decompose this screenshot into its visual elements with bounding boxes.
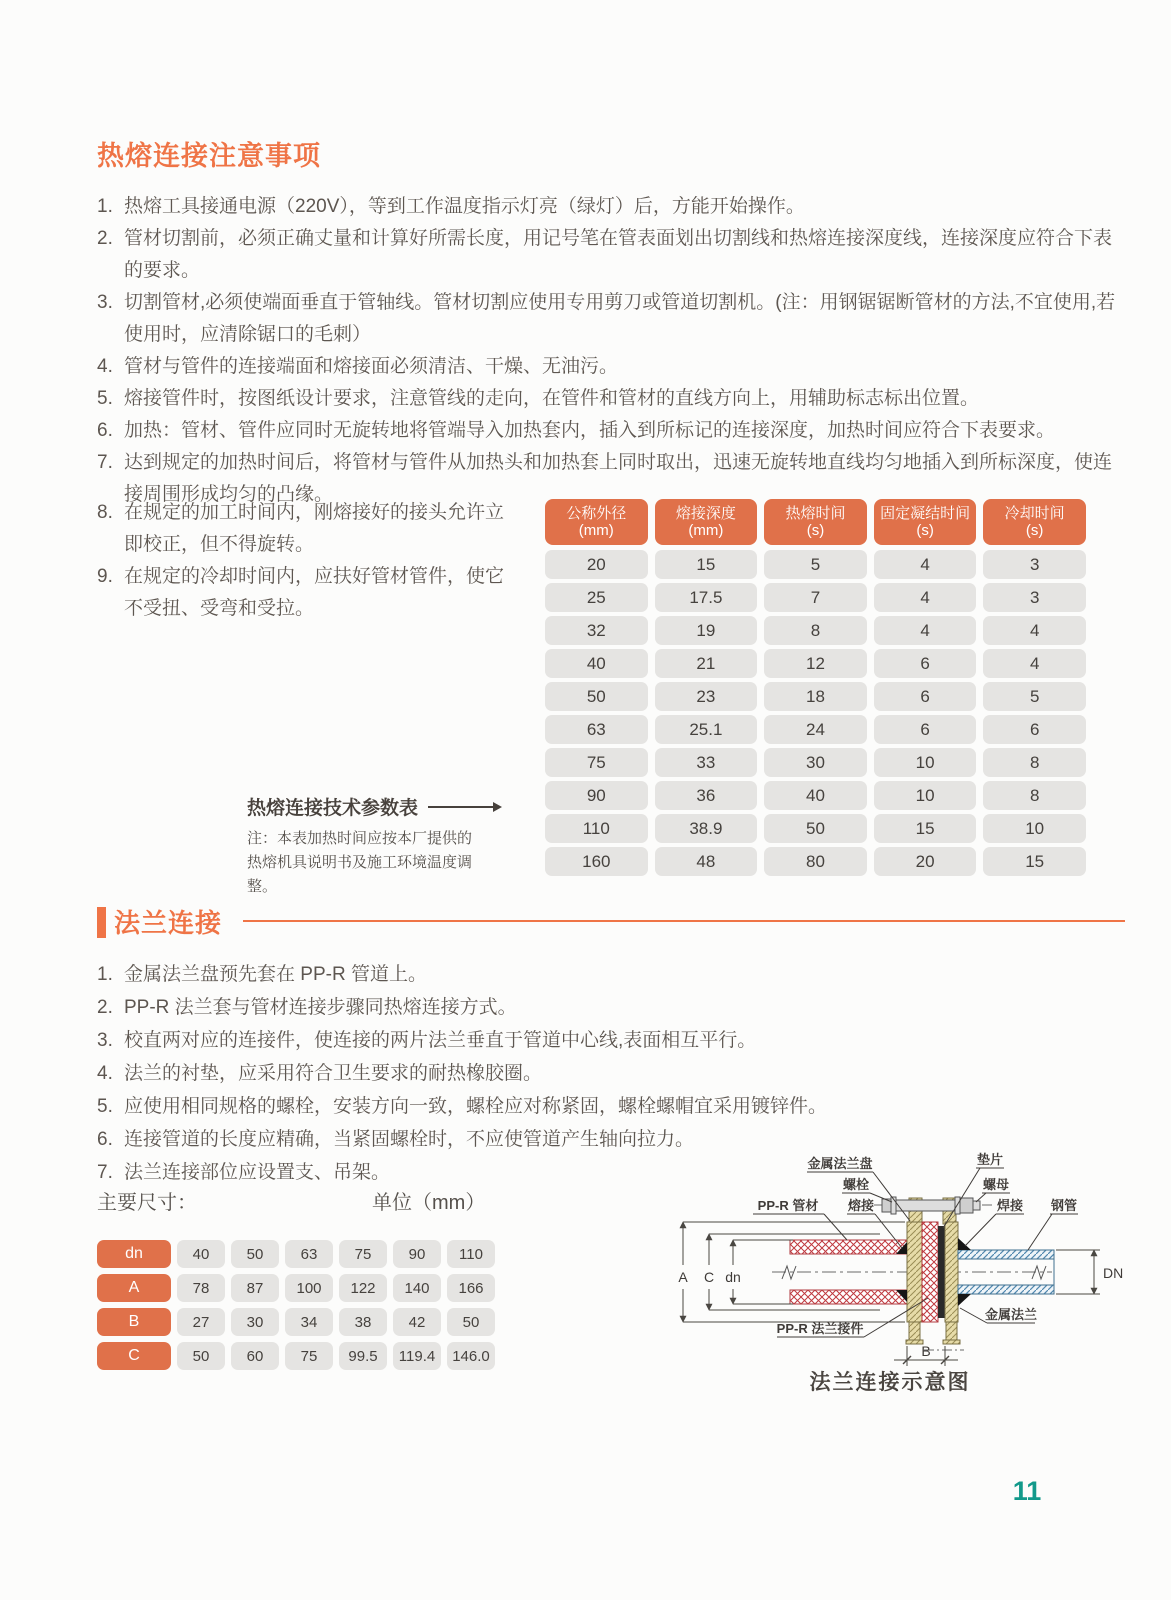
dims-cell: 60: [231, 1342, 279, 1370]
steel-weld-bead-top: [958, 1238, 971, 1250]
dims-cell: 40: [177, 1240, 225, 1268]
table-row: [545, 814, 1086, 843]
list-item-number: 3.: [97, 1030, 113, 1051]
table-cell: 40: [764, 781, 867, 810]
list-item-number: 5.: [97, 1096, 113, 1117]
bolt-washer-right: [955, 1197, 960, 1214]
section-divider-line: [243, 920, 1125, 922]
section-title-flange: 法兰连接: [114, 908, 223, 938]
dim-c-label: C: [703, 1269, 715, 1285]
diagram-caption: 法兰连接示意图: [809, 1371, 971, 1394]
list-item-text: 应使用相同规格的螺栓，安装方向一致，螺栓应对称紧固，螺栓螺帽宜采用镀锌件。: [124, 1096, 828, 1117]
list-item: [97, 1090, 1129, 1123]
table-cell: 12: [764, 649, 867, 678]
table-cell: 15: [874, 814, 977, 843]
param-table-label: [247, 793, 497, 820]
metal-flange-ring-right: [945, 1222, 958, 1322]
table-cell: 4: [874, 583, 977, 612]
table-row: [545, 616, 1086, 645]
list-item-number: 2.: [97, 228, 113, 249]
dims-row-header: C: [97, 1342, 171, 1370]
list-item: [97, 1024, 1129, 1057]
list-item-text: 热熔工具接通电源（220V），等到工作温度指示灯亮（绿灯）后，方能开始操作。: [124, 196, 805, 217]
list-item-number: 3.: [97, 292, 113, 313]
flange-leg-right: [946, 1322, 957, 1340]
table-cell: 15: [983, 847, 1086, 876]
list-item: [97, 991, 1129, 1024]
table-cell: 8: [983, 781, 1086, 810]
fusion-weld-label: 熔接: [847, 1198, 875, 1213]
pipe-break-mark-right: [1032, 1266, 1046, 1279]
flange-diagram-svg: [640, 1122, 1140, 1368]
table-cell: 24: [764, 715, 867, 744]
table-cell: 10: [874, 781, 977, 810]
list-item: [97, 383, 1129, 415]
list-item-text: 管材与管件的连接端面和熔接面必须清洁、干燥、无油污。: [124, 356, 619, 377]
list-item-text: 切割管材,必须使端面垂直于管轴线。管材切割应使用专用剪刀或管道切割机。(注：用钢锯锯断管材的方法,不宜使用,若使用时，应清除锯口的毛刺）: [124, 292, 1116, 345]
table-header-cell: 热熔时间 (s): [764, 499, 867, 545]
table-cell: 18: [764, 682, 867, 711]
param-table-note: 注：本表加热时间应按本厂提供的热熔机具说明书及施工环境温度调整。: [247, 830, 473, 895]
table-cell: 5: [983, 682, 1086, 711]
ppr-pipe-leader: [824, 1214, 847, 1240]
list-item-text: 管材切割前，必须正确丈量和计算好所需长度，用记号笔在管表面划出切割线和热熔连接深度线，连接深度应符合下表的要求。: [124, 228, 1113, 281]
dims-table: [97, 1240, 495, 1376]
pipe-break-mark-left: [782, 1266, 796, 1279]
table-cell: 20: [874, 847, 977, 876]
list-item-text: 熔接管件时，按图纸设计要求，注意管线的走向，在管件和管材的直线方向上，用辅助标志标出位置。: [124, 388, 980, 409]
list-item-number: 2.: [97, 997, 113, 1018]
list-item-text: 加热：管材、管件应同时无旋转地将管端导入加热套内，插入到所标记的连接深度，加热时间应符合下表要求。: [124, 420, 1056, 441]
table-cell: 8: [983, 748, 1086, 777]
nut-label: 螺母: [982, 1177, 1010, 1192]
section-title-hot-melt: 热熔连接注意事项: [97, 141, 321, 171]
table-row: [545, 583, 1086, 612]
table-cell: 19: [655, 616, 758, 645]
list-item: [97, 958, 1129, 991]
metal-flange-label: 金属法兰: [984, 1307, 1038, 1322]
dims-cell: 42: [393, 1308, 441, 1336]
dim-a-label: A: [678, 1269, 688, 1285]
dims-cell: 100: [285, 1274, 333, 1302]
list-item: [97, 351, 1129, 383]
table-header-cell: 固定凝结时间 (s): [874, 499, 977, 545]
weld-label: 焊接: [996, 1198, 1024, 1213]
table-row: [545, 715, 1086, 744]
bolt-label: 螺栓: [842, 1177, 870, 1192]
dims-table-row: [97, 1342, 495, 1370]
dim-DN-label: DN: [1103, 1265, 1124, 1281]
table-cell: 63: [545, 715, 648, 744]
param-table-body: [545, 550, 1086, 876]
ppr-pipe-label: PP-R 管材: [757, 1198, 819, 1213]
dims-cell: 78: [177, 1274, 225, 1302]
dims-cell: 99.5: [339, 1342, 387, 1370]
dims-cell: 75: [285, 1342, 333, 1370]
list-item: [97, 191, 1129, 223]
table-cell: 4: [874, 616, 977, 645]
gasket-shape: [938, 1226, 945, 1318]
list-item: [97, 1057, 1129, 1090]
dim-dn-label: dn: [725, 1269, 741, 1285]
table-cell: 5: [764, 550, 867, 579]
table-cell: 160: [545, 847, 648, 876]
list-item-number: 9.: [97, 566, 113, 587]
dims-table-row: [97, 1240, 495, 1268]
dims-cell: 50: [447, 1308, 495, 1336]
list-item-number: 5.: [97, 388, 113, 409]
list-item-text: 在规定的冷却时间内，应扶好管材管件，使它不受扭、受弯和受拉。: [124, 566, 505, 619]
steel-pipe-leader: [1028, 1214, 1052, 1250]
unit-label: 单位（mm）: [372, 1192, 486, 1214]
dims-table-row: [97, 1274, 495, 1302]
table-cell: 6: [874, 682, 977, 711]
dims-cell: 119.4: [393, 1342, 441, 1370]
table-cell: 20: [545, 550, 648, 579]
dim-b-label: B: [921, 1343, 931, 1359]
list-item: [97, 287, 1129, 351]
metal-flange-ring-left: [907, 1222, 922, 1322]
dims-cell: 63: [285, 1240, 333, 1268]
table-cell: 30: [764, 748, 867, 777]
list-item: [97, 497, 521, 561]
steel-weld-bead-bottom: [958, 1294, 971, 1306]
gasket-label: 垫片: [976, 1152, 1004, 1167]
table-cell: 3: [983, 583, 1086, 612]
nut-leader: [976, 1193, 986, 1202]
table-cell: 80: [764, 847, 867, 876]
list-item-number: 4.: [97, 1063, 113, 1084]
table-cell: 6: [874, 649, 977, 678]
table-cell: 3: [983, 550, 1086, 579]
table-cell: 110: [545, 814, 648, 843]
bolt-end-stub: [973, 1201, 980, 1210]
steel-pipe-label: 钢管: [1050, 1198, 1078, 1213]
metal-flange-leader: [960, 1308, 987, 1323]
table-cell: 4: [983, 649, 1086, 678]
list-item-number: 7.: [97, 1162, 113, 1183]
table-header-cell: 熔接深度 (mm): [655, 499, 758, 545]
dims-cell: 34: [285, 1308, 333, 1336]
list-item-number: 1.: [97, 964, 113, 985]
list-item-number: 6.: [97, 420, 113, 441]
dims-row-header: B: [97, 1308, 171, 1336]
table-cell: 75: [545, 748, 648, 777]
table-cell: 7: [764, 583, 867, 612]
page-number: 11: [1012, 1476, 1042, 1506]
param-table-label-text: 热熔连接技术参数表: [247, 798, 419, 819]
list-item-number: 8.: [97, 502, 113, 523]
dims-cell: 75: [339, 1240, 387, 1268]
flange-diagram: [640, 1122, 1140, 1368]
dims-cell: 50: [231, 1240, 279, 1268]
dims-cell: 50: [177, 1342, 225, 1370]
list-item-text: PP-R 法兰套与管材连接步骤同热熔连接方式。: [124, 997, 517, 1018]
right-arrow-icon: [428, 806, 494, 808]
dims-row-header: A: [97, 1274, 171, 1302]
bolt-shaft: [896, 1200, 958, 1211]
table-cell: 6: [983, 715, 1086, 744]
table-cell: 23: [655, 682, 758, 711]
ppr-flange-collar: [922, 1222, 938, 1322]
dims-cell: 38: [339, 1308, 387, 1336]
list-item-text: 连接管道的长度应精确，当紧固螺栓时，不应使管道产生轴向拉力。: [124, 1129, 695, 1150]
table-cell: 50: [764, 814, 867, 843]
table-cell: 17.5: [655, 583, 758, 612]
table-cell: 38.9: [655, 814, 758, 843]
dims-cell: 166: [447, 1274, 495, 1302]
table-cell: 32: [545, 616, 648, 645]
list-item: [97, 561, 521, 625]
table-header-cell: 冷却时间 (s): [983, 499, 1086, 545]
list-item-number: 6.: [97, 1129, 113, 1150]
flange-foot-right: [943, 1340, 960, 1344]
list-item-text: 在规定的加工时间内，刚熔接好的接头允许立即校正，但不得旋转。: [124, 502, 505, 555]
dims-row-header: dn: [97, 1240, 171, 1268]
list-item: [97, 415, 1129, 447]
table-cell: 33: [655, 748, 758, 777]
dims-table-row: [97, 1308, 495, 1336]
dims-cell: 122: [339, 1274, 387, 1302]
list-item-text: 达到规定的加热时间后，将管材与管件从加热头和加热套上同时取出，迅速无旋转地直线均匀地插入到所标深度，使连接周围形成均匀的凸缘。: [124, 452, 1113, 505]
table-cell: 40: [545, 649, 648, 678]
param-table-note-block: [247, 793, 497, 899]
table-cell: 4: [874, 550, 977, 579]
table-row: [545, 847, 1086, 876]
weld-leader: [965, 1214, 996, 1246]
hot-melt-list-main: [97, 191, 1129, 511]
table-cell: 90: [545, 781, 648, 810]
list-item-number: 7.: [97, 452, 113, 473]
dims-cell: 110: [447, 1240, 495, 1268]
dims-cell: 90: [393, 1240, 441, 1268]
metal-flange-plate-label: 金属法兰盘: [807, 1156, 873, 1171]
dims-cell: 146.0: [447, 1342, 495, 1370]
table-cell: 50: [545, 682, 648, 711]
hot-melt-list-side: [97, 497, 521, 625]
list-item-number: 1.: [97, 196, 113, 217]
list-item-text: 法兰的衬垫，应采用符合卫生要求的耐热橡胶圈。: [124, 1063, 543, 1084]
list-item: [97, 223, 1129, 287]
table-row: [545, 748, 1086, 777]
flange-leg-left: [909, 1322, 920, 1340]
dims-cell: 30: [231, 1308, 279, 1336]
dims-label: 主要尺寸：: [97, 1192, 197, 1214]
table-cell: 4: [983, 616, 1086, 645]
table-cell: 6: [874, 715, 977, 744]
list-item-text: 校直两对应的连接件，使连接的两片法兰垂直于管道中心线,表面相互平行。: [124, 1030, 757, 1051]
section-accent-bar: [97, 907, 106, 938]
param-table-header-row: [545, 499, 1086, 545]
table-cell: 15: [655, 550, 758, 579]
table-cell: 8: [764, 616, 867, 645]
table-header-cell: 公称外径 (mm): [545, 499, 648, 545]
ppr-flange-adapter-label: PP-R 法兰接件: [776, 1321, 864, 1336]
table-row: [545, 682, 1086, 711]
list-item-number: 4.: [97, 356, 113, 377]
table-cell: 10: [983, 814, 1086, 843]
table-cell: 48: [655, 847, 758, 876]
list-item-text: 法兰连接部位应设置支、吊架。: [124, 1162, 391, 1183]
table-cell: 10: [874, 748, 977, 777]
list-item-text: 金属法兰盘预先套在 PP-R 管道上。: [124, 964, 427, 985]
steel-pipe-top-wall: [958, 1250, 1054, 1259]
bolt-nut: [960, 1198, 973, 1213]
table-cell: 36: [655, 781, 758, 810]
dims-cell: 140: [393, 1274, 441, 1302]
dims-cell: 27: [177, 1308, 225, 1336]
param-table: [545, 499, 1086, 880]
table-row: [545, 649, 1086, 678]
table-cell: 25.1: [655, 715, 758, 744]
table-row: [545, 550, 1086, 579]
steel-pipe-bottom-wall: [958, 1285, 1054, 1294]
table-row: [545, 781, 1086, 810]
table-cell: 25: [545, 583, 648, 612]
table-cell: 21: [655, 649, 758, 678]
dims-cell: 87: [231, 1274, 279, 1302]
